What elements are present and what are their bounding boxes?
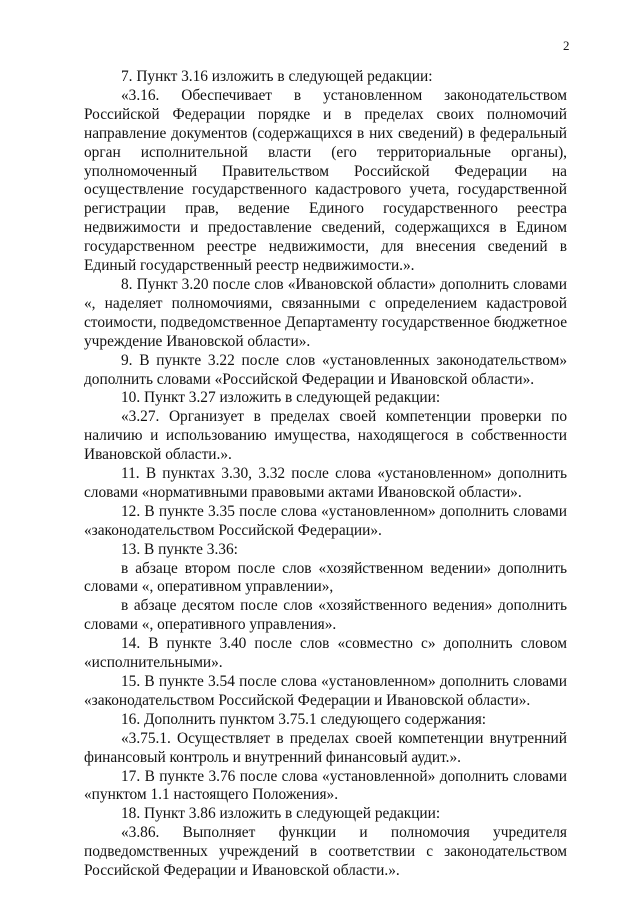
paragraph-item-12: 12. В пункте 3.35 после слова «установленном» дополнить словами «законодательством Российской Федерации». [84,502,567,539]
paragraph-item-14: 14. В пункте 3.40 после слов «совместно с» дополнить словом «исполнительными». [84,635,567,672]
document-body [84,68,567,881]
paragraph-item-13: 13. В пункте 3.36: [121,540,238,558]
paragraph-quote-3-16: «3.16. Обеспечивает в установленном законодательством Российской Федерации порядке и в пределах своих полномочий направление документов (содержащихся в них сведений) в федеральный орган исполнительной власти (его территориальные органы), уполномоченный Правительством Российской Федерации на осуществление государственного кадастрового учета, государственной регистрации прав, ведение Единого государственного реестра недвижимости и предоставление сведений, содержащихся в Едином государственном реестре недвижимости, для внесения сведений в Единый государственный реестр недвижимости.». [84,86,567,275]
paragraph-item-13-sub-2: в абзаце десятом после слов «хозяйственного ведения» дополнить словами «, оперативного управления». [84,597,567,634]
paragraph-item-13-sub-1: в абзаце втором после слов «хозяйственном ведении» дополнить словами «, оперативном управлении», [84,559,567,596]
paragraph-quote-3-27: «3.27. Организует в пределах своей компетенции проверки по наличию и использованию имущества, находящегося в собственности Ивановской области.». [84,408,567,464]
paragraph-item-9: 9. В пункте 3.22 после слов «установленных законодательством» дополнить словами «Российской Федерации и Ивановской области». [84,351,567,388]
paragraph-item-10: 10. Пункт 3.27 изложить в следующей редакции: [121,389,441,407]
paragraph-item-8: 8. Пункт 3.20 после слов «Ивановской области» дополнить словами «, наделяет полномочиями, связанными с определением кадастровой стоимости, подведомственное Департаменту государственное бюджетное учреждение Ивановской области». [84,275,567,350]
page-number: 2 [563,38,570,53]
paragraph-quote-3-86: «3.86. Выполняет функции и полномочия учредителя подведомственных учреждений в соответствии с законодательством Российской Федерации и Ивановской области.». [84,824,567,880]
paragraph-item-18: 18. Пункт 3.86 изложить в следующей редакции: [121,805,441,823]
paragraph-item-11: 11. В пунктах 3.30, 3.32 после слова «установленном» дополнить словами «нормативными правовыми актами Ивановской области». [84,465,567,501]
paragraph-quote-3-75-1: «3.75.1. Осуществляет в пределах своей компетенции внутренний финансовый контроль и внутренний финансовый аудит.». [84,729,567,766]
paragraph-item-15: 15. В пункте 3.54 после слова «установленном» дополнить словами «законодательством Российской Федерации и Ивановской области». [84,673,567,709]
paragraph-item-17: 17. В пункте 3.76 после слова «установленной» дополнить словами «пунктом 1.1 настоящего Положения». [84,767,567,804]
paragraph-item-7: 7. Пункт 3.16 изложить в следующей редакции: [121,68,433,85]
paragraph-item-16: 16. Дополнить пунктом 3.75.1 следующего содержания: [121,710,487,728]
